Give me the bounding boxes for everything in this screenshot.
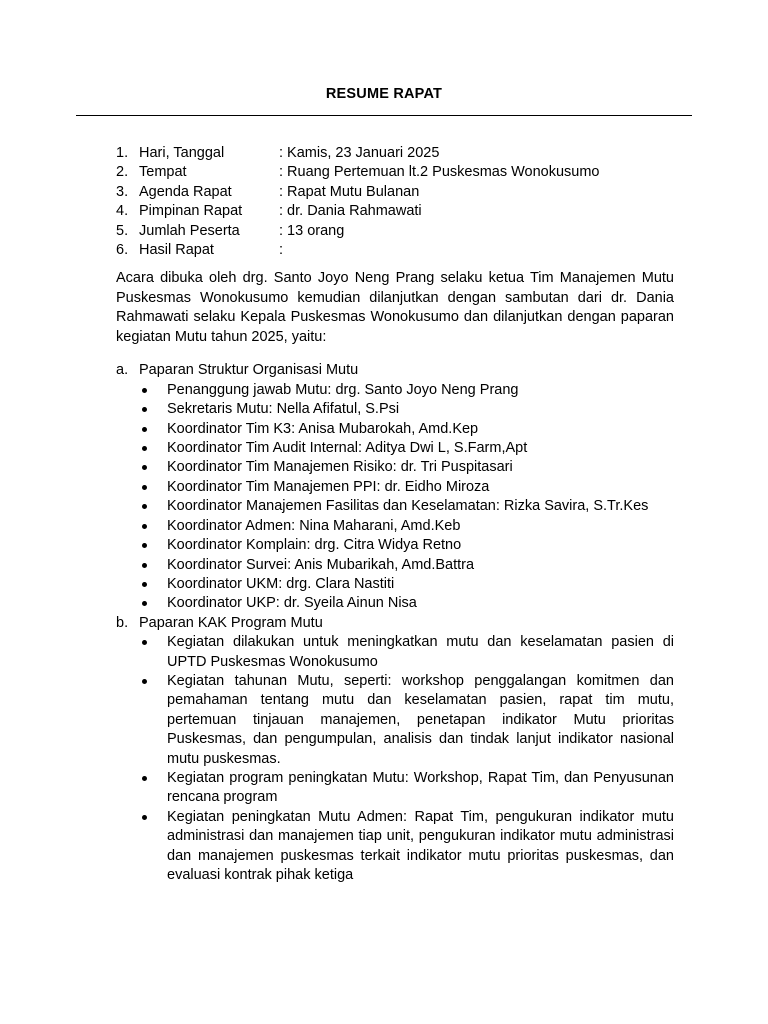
info-number: 5. <box>116 222 129 239</box>
info-number: 6. <box>116 241 129 258</box>
info-label: Jumlah Peserta <box>139 222 240 239</box>
list-item-text: Koordinator Komplain: drg. Citra Widya Retno <box>167 537 462 554</box>
section-heading <box>116 361 674 380</box>
info-value: : Kamis, 23 Januari 2025 <box>279 145 440 161</box>
info-row-date <box>116 144 674 163</box>
info-value: : dr. Dania Rahmawati <box>279 203 422 220</box>
list-item-text: Kegiatan dilakukan untuk meningkatkan mutu dan keselamatan pasien di UPTD Puskesmas Wonokusumo <box>167 634 674 670</box>
list-item-text: Koordinator UKM: drg. Clara Nastiti <box>167 575 395 592</box>
list-item-text: Koordinator UKP: dr. Syeila Ainun Nisa <box>167 595 417 612</box>
info-number: 4. <box>116 203 129 220</box>
info-label: Hari, Tanggal <box>139 145 225 161</box>
list-item <box>116 420 674 439</box>
list-item <box>116 556 674 575</box>
list-item-text: Koordinator Tim K3: Anisa Mubarokah, Amd.Kep <box>167 420 479 437</box>
info-value: : <box>279 241 284 258</box>
list-item <box>116 517 674 536</box>
list-item <box>116 808 674 886</box>
section-letter: a. <box>116 362 129 379</box>
bullet-list <box>116 633 674 885</box>
section-heading <box>116 614 674 633</box>
info-label: Pimpinan Rapat <box>139 203 243 220</box>
list-item-text: Koordinator Tim Audit Internal: Aditya Dwi L, S.Farm,Apt <box>167 440 528 457</box>
list-item <box>116 536 674 555</box>
info-number: 1. <box>116 145 129 161</box>
section-organization-structure <box>116 361 674 613</box>
document-title: RESUME RAPAT <box>325 86 443 102</box>
list-item <box>116 575 674 594</box>
info-value: : 13 orang <box>279 222 345 239</box>
list-item-text: Kegiatan tahunan Mutu, seperti: workshop penggalangan komitmen dan pemahaman tentang mutu dan keselamatan pasien, rapat tim mutu, pertemuan tinjauan manajemen, penetapan indikator Mutu prioritas Puskesmas, dan pengumpulan, analisis dan tindak lanjut indikator nasional mutu puskesmas. <box>167 672 674 767</box>
list-item <box>116 458 674 477</box>
info-label: Agenda Rapat <box>139 183 232 200</box>
info-label: Tempat <box>139 164 187 181</box>
list-item-text: Koordinator Tim Manajemen Risiko: dr. Tri Puspitasari <box>167 459 513 476</box>
section-letter: b. <box>116 614 129 631</box>
info-row-leader <box>116 202 674 221</box>
list-item <box>116 633 674 672</box>
info-row-participants <box>116 222 674 241</box>
document-body <box>116 144 674 885</box>
info-label: Hasil Rapat <box>139 241 214 258</box>
info-number: 3. <box>116 183 129 200</box>
bullet-list <box>116 381 674 614</box>
list-item-text: Koordinator Admen: Nina Maharani, Amd.Keb <box>167 517 461 534</box>
list-item-text: Koordinator Tim Manajemen PPI: dr. Eidho Miroza <box>167 478 490 495</box>
section-title: Paparan KAK Program Mutu <box>139 614 323 631</box>
section-kak-program <box>116 614 674 886</box>
list-item-text: Kegiatan peningkatan Mutu Admen: Rapat Tim, pengukuran indikator mutu administrasi dan manajemen tiap unit, pengukuran indikator mutu administrasi dan manajemen puskesmas terkait indikator mutu prioritas puskesmas, dan evaluasi kontrak pihak ketiga <box>167 808 674 883</box>
list-item-text: Sekretaris Mutu: Nella Afifatul, S.Psi <box>167 401 400 418</box>
meeting-info-list <box>116 144 674 260</box>
list-item-text: Koordinator Survei: Anis Mubarikah, Amd.Battra <box>167 556 475 573</box>
list-item <box>116 478 674 497</box>
list-item-text: Kegiatan program peningkatan Mutu: Workshop, Rapat Tim, dan Penyusunan rencana program <box>167 769 674 806</box>
info-number: 2. <box>116 164 129 181</box>
info-value: : Ruang Pertemuan lt.2 Puskesmas Wonokusumo <box>279 164 600 181</box>
title-divider <box>76 115 692 116</box>
list-item <box>116 594 674 613</box>
info-row-results <box>116 241 674 260</box>
info-row-place <box>116 163 674 182</box>
list-item <box>116 497 674 516</box>
intro-paragraph: Acara dibuka oleh drg. Santo Joyo Neng Prang selaku ketua Tim Manajemen Mutu Puskesmas Wonokusumo kemudian dilanjutkan dengan sambutan dari dr. Dania Rahmawati selaku Kepala Puskesmas Wonokusumo dan dilanjutkan dengan paparan kegiatan Mutu tahun 2025, yaitu: <box>116 270 674 345</box>
list-item <box>116 672 674 769</box>
section-title: Paparan Struktur Organisasi Mutu <box>139 362 359 379</box>
list-item <box>116 381 674 400</box>
info-value: : Rapat Mutu Bulanan <box>279 183 420 200</box>
list-item <box>116 400 674 419</box>
list-item <box>116 439 674 458</box>
info-row-agenda <box>116 183 674 202</box>
list-item <box>116 769 674 808</box>
list-item-text: Penanggung jawab Mutu: drg. Santo Joyo Neng Prang <box>167 381 519 398</box>
list-item-text: Koordinator Manajemen Fasilitas dan Keselamatan: Rizka Savira, S.Tr.Kes <box>167 498 649 515</box>
